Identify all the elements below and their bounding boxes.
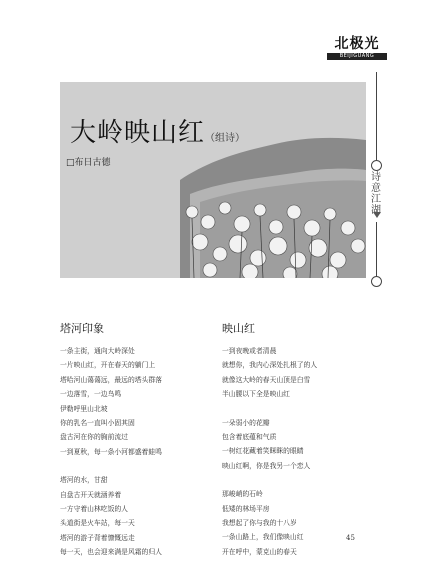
poem-line: 一到夏秋，每一条小河都盛着蛙鸣	[60, 447, 162, 456]
poem1-stanza	[60, 473, 210, 559]
poem-line: 一朵弱小的花瓣	[222, 418, 270, 427]
poem-line: 塔哈河山蔼蔼远，最远的塔头群落	[60, 375, 162, 384]
poem1-title: 塔河印象	[60, 322, 104, 335]
page-number: 45	[346, 534, 355, 542]
triangle-down-icon	[373, 212, 381, 218]
poem-title	[70, 112, 245, 149]
masthead-sub: BEIJIGUANG	[327, 53, 387, 60]
section-label-text: 诗意江湖	[371, 172, 381, 216]
poem-line: 开在呼中，蒙克山的春天	[222, 547, 297, 556]
poem-line: 一条山路上，我们像映山红	[222, 533, 304, 542]
poem-line: 一边落雪，一边鸟鸣	[60, 390, 122, 399]
poem-line: 一树红花藏着笑眯眯的眼睛	[222, 447, 304, 456]
poem-column-right	[222, 322, 372, 559]
poem-line: 一方守着山林吃饭的人	[60, 505, 128, 514]
poem-column-left	[60, 322, 210, 560]
poem2-stanza	[222, 416, 372, 474]
poem-line: 低矮的林场平房	[222, 504, 270, 513]
poem-line: 每一天，也会迎来满是风霜的归人	[60, 548, 162, 557]
section-dot-icon	[371, 160, 382, 171]
poem-line: 自盘古开天就涵养着	[60, 490, 122, 499]
poem-line: 映山红啊，你是我另一个恋人	[222, 461, 311, 470]
poem-line: 头道街是火车站，每一天	[60, 519, 135, 528]
poem-line: 你的乳名一直叫小固其固	[60, 419, 135, 428]
masthead-name: 北极光	[334, 36, 380, 52]
title-banner	[60, 82, 366, 278]
poem2-stanza	[222, 344, 372, 402]
section-rule-top	[376, 72, 377, 164]
author-name: □布日古德	[66, 158, 111, 168]
stanza-gap	[222, 473, 372, 487]
poem-line: 塔河的游子背着慷慨远走	[60, 533, 135, 542]
section-rule-bottom	[376, 222, 377, 280]
poem-genre: （组诗）	[205, 133, 246, 144]
poem-title-text: 大岭映山红	[70, 118, 206, 148]
poem-line: 那峻峭的石岭	[222, 490, 263, 499]
stanza-gap	[222, 402, 372, 416]
poem-line: 塔河的水，甘甜	[60, 476, 108, 485]
poem-line: 半山腰以下全是映山红	[222, 390, 290, 399]
section-label	[369, 172, 383, 216]
poem-line: 伊勒呼里山北坡	[60, 404, 108, 413]
masthead	[327, 36, 387, 60]
poem2-title: 映山红	[222, 322, 255, 335]
stanza-gap	[60, 459, 210, 473]
poem-line: 一到夜晚或者清晨	[222, 347, 277, 355]
poem-line: 我想起了你与我的十八岁	[222, 519, 297, 528]
poem-line: 包含着底蕴和气质	[222, 433, 277, 442]
poem-line: 一条主街，通向大岭深处	[60, 347, 135, 355]
poem-line: 一片映山红，开在春天的躺门上	[60, 361, 156, 370]
poem-line: 就想你，我内心深处扎根了的人	[222, 361, 318, 370]
section-dot-icon	[371, 276, 382, 287]
poem-line: 就像这大岭的春天山顶是白雪	[222, 375, 311, 384]
poem2-stanza	[222, 487, 372, 559]
poem-line: 盘古河在你的胸前流过	[60, 433, 128, 442]
poem1-stanza	[60, 344, 210, 459]
